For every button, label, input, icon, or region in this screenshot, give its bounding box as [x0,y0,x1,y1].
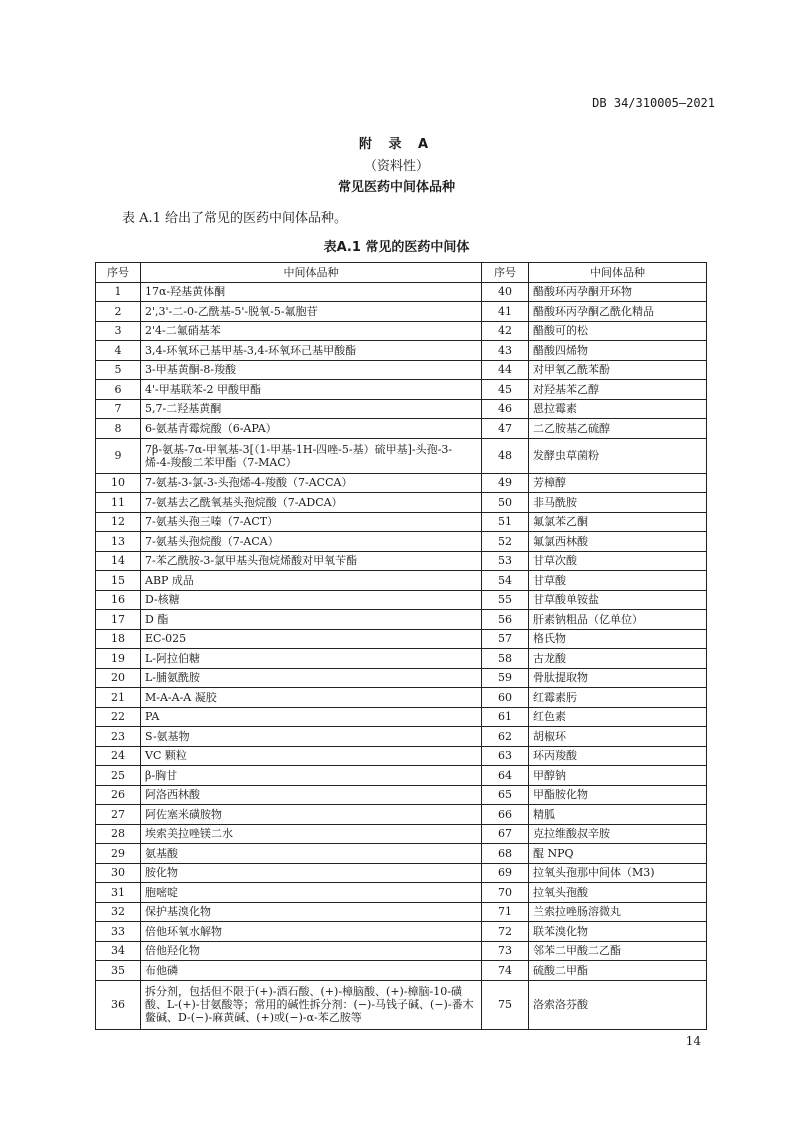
cell-index-left: 22 [96,707,141,727]
cell-name-right: 精胍 [529,805,707,825]
table-row [96,551,707,571]
cell-index-right: 44 [482,360,529,380]
cell-index-left: 30 [96,863,141,883]
table-row [96,844,707,864]
cell-index-right: 75 [482,980,529,1029]
cell-name-right: 联苯溴化物 [529,922,707,942]
cell-index-left: 33 [96,922,141,942]
cell-name-right: 发酵虫草菌粉 [529,438,707,473]
cell-index-right: 56 [482,610,529,630]
cell-name-left: 保护基溴化物 [141,902,482,922]
table-row [96,980,707,1029]
table-row [96,727,707,747]
cell-name-left: 3-甲基黄酮-8-羧酸 [141,360,482,380]
cell-index-left: 29 [96,844,141,864]
cell-name-left: 2'4-二氟硝基苯 [141,321,482,341]
cell-name-right: 醋酸四烯物 [529,341,707,361]
cell-index-right: 48 [482,438,529,473]
cell-index-right: 60 [482,688,529,708]
cell-name-left: 胺化物 [141,863,482,883]
cell-name-left: 胞嘧啶 [141,883,482,903]
table-row [96,805,707,825]
cell-index-left: 9 [96,438,141,473]
table-row [96,571,707,591]
cell-index-left: 10 [96,473,141,493]
header-name-left: 中间体品种 [141,263,482,283]
cell-index-left: 36 [96,980,141,1029]
cell-index-left: 1 [96,282,141,302]
table-row [96,746,707,766]
cell-index-right: 50 [482,493,529,513]
cell-index-right: 70 [482,883,529,903]
cell-name-left: 7-氨基头孢烷酸（7-ACA） [141,532,482,552]
table-row [96,922,707,942]
cell-name-left: D-核糖 [141,590,482,610]
table-row [96,707,707,727]
table-row [96,419,707,439]
cell-index-left: 6 [96,380,141,400]
cell-name-right: 对甲氧乙酰苯酚 [529,360,707,380]
cell-index-left: 16 [96,590,141,610]
table-row [96,321,707,341]
cell-index-right: 59 [482,668,529,688]
cell-name-left: EC-025 [141,629,482,649]
cell-name-left: 7β-氨基-7α-甲氧基-3[（1-甲基-1H-四唑-5-基）硫甲基]-头孢-3-烯-4-羧酸二苯甲酯（7-MAC） [141,438,482,473]
cell-name-right: 拉氧头孢酸 [529,883,707,903]
cell-index-left: 20 [96,668,141,688]
cell-index-right: 72 [482,922,529,942]
cell-index-left: 32 [96,902,141,922]
cell-name-right: 醋酸可的松 [529,321,707,341]
cell-name-right: 醋酸环丙孕酮开环物 [529,282,707,302]
cell-index-right: 71 [482,902,529,922]
cell-name-right: 恩拉霉素 [529,399,707,419]
table-row [96,785,707,805]
cell-index-left: 34 [96,941,141,961]
cell-name-right: 骨肽提取物 [529,668,707,688]
cell-index-left: 11 [96,493,141,513]
header-index-right: 序号 [482,263,529,283]
cell-name-right: 胡椒环 [529,727,707,747]
table-row [96,610,707,630]
table-row [96,302,707,322]
cell-index-right: 45 [482,380,529,400]
cell-index-right: 61 [482,707,529,727]
cell-index-left: 24 [96,746,141,766]
table-row [96,961,707,981]
table-row [96,863,707,883]
cell-name-right: 环丙羧酸 [529,746,707,766]
cell-name-left: L-阿拉伯糖 [141,649,482,669]
cell-name-left: 7-苯乙酰胺-3-氯甲基头孢烷烯酸对甲氧苄酯 [141,551,482,571]
cell-name-left: S-氨基物 [141,727,482,747]
cell-name-right: 邻苯二甲酸二乙酯 [529,941,707,961]
appendix-nature: （资料性） [363,159,429,174]
cell-index-right: 49 [482,473,529,493]
header-name-right: 中间体品种 [529,263,707,283]
cell-index-right: 57 [482,629,529,649]
cell-name-left: PA [141,707,482,727]
cell-name-left: 氨基酸 [141,844,482,864]
cell-index-left: 25 [96,766,141,786]
table-row [96,629,707,649]
appendix-subject: 常见医药中间体品种 [337,180,455,195]
cell-index-left: 3 [96,321,141,341]
cell-index-right: 52 [482,532,529,552]
cell-name-right: 甲酯胺化物 [529,785,707,805]
cell-index-left: 19 [96,649,141,669]
cell-index-left: 18 [96,629,141,649]
table-row [96,360,707,380]
cell-index-left: 12 [96,512,141,532]
intermediates-table [95,262,707,1030]
table-row [96,282,707,302]
cell-index-left: 7 [96,399,141,419]
cell-index-right: 69 [482,863,529,883]
cell-index-left: 35 [96,961,141,981]
cell-index-left: 23 [96,727,141,747]
cell-index-left: 2 [96,302,141,322]
table-row [96,688,707,708]
table-caption: 表A.1 常见的医药中间体 [323,240,470,255]
cell-index-left: 17 [96,610,141,630]
cell-index-right: 68 [482,844,529,864]
cell-name-left: 倍他环氧水解物 [141,922,482,942]
cell-name-right: 对羟基苯乙醇 [529,380,707,400]
cell-name-right: 拉氧头孢那中间体（M3) [529,863,707,883]
cell-name-right: 红色素 [529,707,707,727]
cell-name-right: 古龙酸 [529,649,707,669]
table-row [96,532,707,552]
cell-name-left: L-脯氨酰胺 [141,668,482,688]
cell-index-left: 26 [96,785,141,805]
cell-name-left: 2',3'-二-0-乙酰基-5'-脱氧-5-氟胞苷 [141,302,482,322]
cell-index-right: 41 [482,302,529,322]
cell-name-right: 非马酰胺 [529,493,707,513]
cell-name-left: ABP 成品 [141,571,482,591]
cell-index-right: 62 [482,727,529,747]
cell-name-left: 拆分剂，包括但不限于(+)-酒石酸、(+)-樟脑酸、(+)-樟脑-10-磺酸、L-(+)-甘氨酸等；常用的碱性拆分剂：(−)-马钱子碱、(−)-番木鳖碱、D-(−)-麻黄碱、(+)或(−)-α-苯乙胺等 [141,980,482,1029]
cell-index-left: 21 [96,688,141,708]
cell-name-left: 17α-羟基黄体酮 [141,282,482,302]
cell-name-right: 芳樟醇 [529,473,707,493]
table-row [96,341,707,361]
cell-name-left: VC 颗粒 [141,746,482,766]
cell-index-right: 66 [482,805,529,825]
cell-name-left: 倍他羟化物 [141,941,482,961]
cell-index-right: 42 [482,321,529,341]
cell-name-left: 埃索美拉唑镁二水 [141,824,482,844]
cell-index-left: 14 [96,551,141,571]
cell-index-right: 55 [482,590,529,610]
cell-index-right: 58 [482,649,529,669]
cell-index-left: 15 [96,571,141,591]
appendix-title: 附 录 A [358,137,435,152]
cell-name-right: 氟氯苯乙酮 [529,512,707,532]
cell-name-right: 甘草酸单铵盐 [529,590,707,610]
intro-paragraph: 表 A.1 给出了常见的医药中间体品种。 [122,211,348,226]
table-row [96,883,707,903]
table-row [96,380,707,400]
cell-name-right: 红霉素肟 [529,688,707,708]
cell-index-right: 43 [482,341,529,361]
cell-name-right: 格氏物 [529,629,707,649]
cell-index-right: 53 [482,551,529,571]
cell-name-right: 氟氯西林酸 [529,532,707,552]
cell-index-left: 28 [96,824,141,844]
table-body [96,282,707,1029]
cell-index-left: 4 [96,341,141,361]
cell-name-right: 二乙胺基乙硫醇 [529,419,707,439]
table-row [96,473,707,493]
cell-name-left: 5,7-二羟基黄酮 [141,399,482,419]
cell-index-left: 5 [96,360,141,380]
cell-index-left: 8 [96,419,141,439]
cell-index-left: 27 [96,805,141,825]
cell-index-right: 67 [482,824,529,844]
cell-name-right: 醌 NPQ [529,844,707,864]
table-row [96,824,707,844]
cell-name-left: 3,4-环氧环己基甲基-3,4-环氧环己基甲酸酯 [141,341,482,361]
cell-index-right: 74 [482,961,529,981]
cell-name-right: 甘草酸 [529,571,707,591]
table-row [96,941,707,961]
cell-name-right: 甲醇钠 [529,766,707,786]
cell-name-left: 布他磷 [141,961,482,981]
table-row [96,649,707,669]
document-code: DB 34/310005—2021 [592,96,715,110]
cell-name-right: 肝素钠粗品（亿单位） [529,610,707,630]
table-row [96,399,707,419]
cell-index-left: 13 [96,532,141,552]
table-row [96,493,707,513]
cell-index-right: 54 [482,571,529,591]
table-row [96,668,707,688]
cell-name-right: 克拉维酸叔辛胺 [529,824,707,844]
cell-name-left: 7-氨基头孢三嗪（7-ACT） [141,512,482,532]
page-number: 14 [685,1034,701,1048]
cell-index-right: 73 [482,941,529,961]
table-row [96,766,707,786]
cell-name-left: 阿洛西林酸 [141,785,482,805]
cell-name-right: 硫酸二甲酯 [529,961,707,981]
cell-index-right: 40 [482,282,529,302]
table-row [96,438,707,473]
cell-name-left: M-A-A-A 凝胶 [141,688,482,708]
cell-name-left: 7-氨基去乙酰氧基头孢烷酸（7-ADCA） [141,493,482,513]
cell-index-right: 65 [482,785,529,805]
cell-name-left: 6-氨基青霉烷酸（6-APA） [141,419,482,439]
cell-name-right: 醋酸环丙孕酮乙酰化精品 [529,302,707,322]
cell-index-right: 64 [482,766,529,786]
cell-name-left: 4'-甲基联苯-2 甲酸甲酯 [141,380,482,400]
cell-index-right: 47 [482,419,529,439]
cell-name-left: D 酯 [141,610,482,630]
cell-name-left: 7-氨基-3-氯-3-头孢烯-4-羧酸（7-ACCA） [141,473,482,493]
table-row [96,902,707,922]
header-index-left: 序号 [96,263,141,283]
cell-index-right: 46 [482,399,529,419]
table-header-row [96,263,707,283]
cell-index-right: 51 [482,512,529,532]
cell-name-right: 洛索洛芬酸 [529,980,707,1029]
cell-index-left: 31 [96,883,141,903]
cell-name-right: 兰索拉唑肠溶微丸 [529,902,707,922]
cell-index-right: 63 [482,746,529,766]
table-row [96,590,707,610]
cell-name-left: 阿佐塞米磺胺物 [141,805,482,825]
table-row [96,512,707,532]
cell-name-left: β-胸甘 [141,766,482,786]
cell-name-right: 甘草次酸 [529,551,707,571]
